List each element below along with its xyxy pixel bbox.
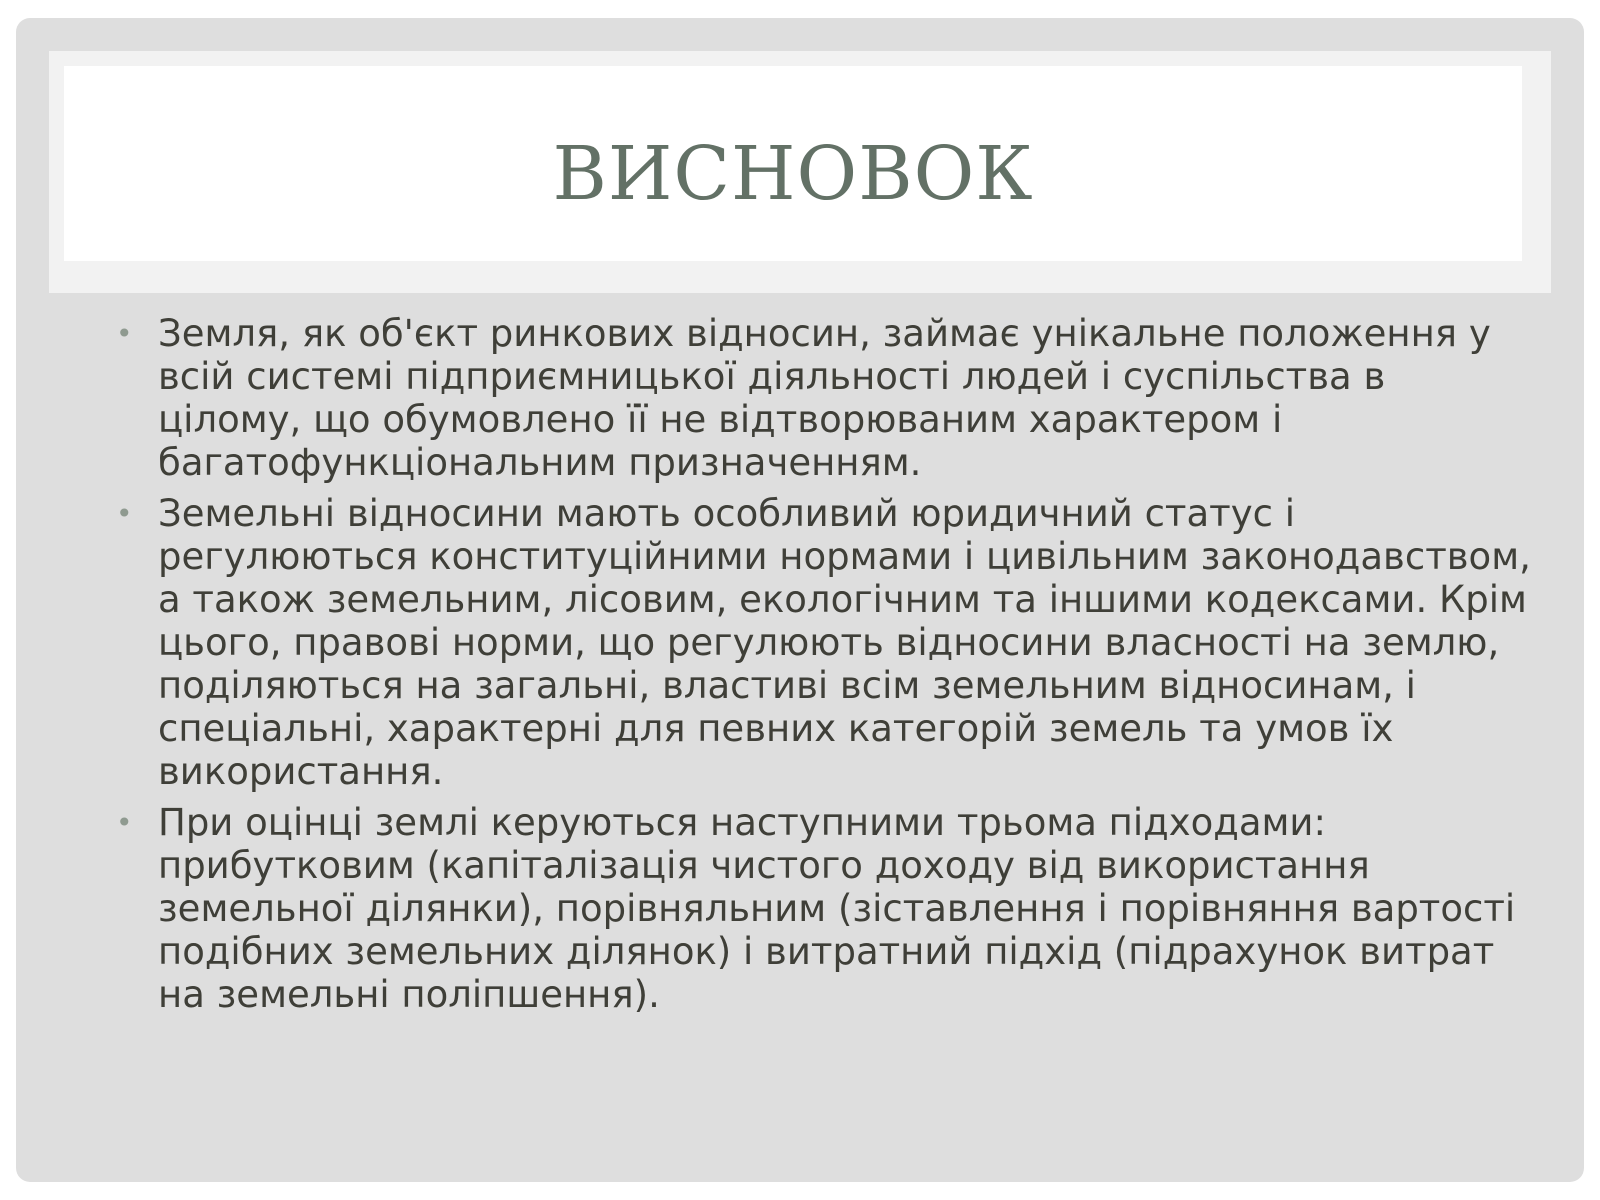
bullet-item <box>116 312 1531 484</box>
slide-title: ВИСНОВОК <box>552 130 1034 217</box>
bullet-item <box>116 492 1531 793</box>
title-box <box>64 66 1522 261</box>
bullet-text: Земля, як об'єкт ринкових відносин, займає унікальне положення у всій системі підприємницької діяльності людей і суспільства в цілому, що обумовлено її не відтворюваним характером і багатофункціональним призначенням. <box>158 312 1491 484</box>
bullet-icon: • <box>116 317 133 350</box>
bullet-text: При оцінці землі керуються наступними трьома підходами: прибутковим (капіталізація чистого доходу від використання земельної ділянки), порівняльним (зіставлення і порівняння вартості подібних земельних ділянок) і витратний підхід (підрахунок витрат на земельні поліпшення). <box>158 801 1516 1016</box>
bullet-list <box>116 312 1531 1024</box>
bullet-text: Земельні відносини мають особливий юридичний статус і регулюються конституційними нормами і цивільним законодавством, а також земельним, лісовим, екологічним та іншими кодексами. Крім цього, правові норми, що регулюють відносини власності на землю, поділяються на загальні, властиві всім земельним відносинам, і спеціальні, характерні для певних категорій земель та умов їх використання. <box>158 492 1531 793</box>
slide <box>16 18 1584 1182</box>
bullet-icon: • <box>116 806 133 839</box>
bullet-item <box>116 801 1531 1016</box>
title-frame <box>49 51 1551 293</box>
bullet-icon: • <box>116 497 133 530</box>
